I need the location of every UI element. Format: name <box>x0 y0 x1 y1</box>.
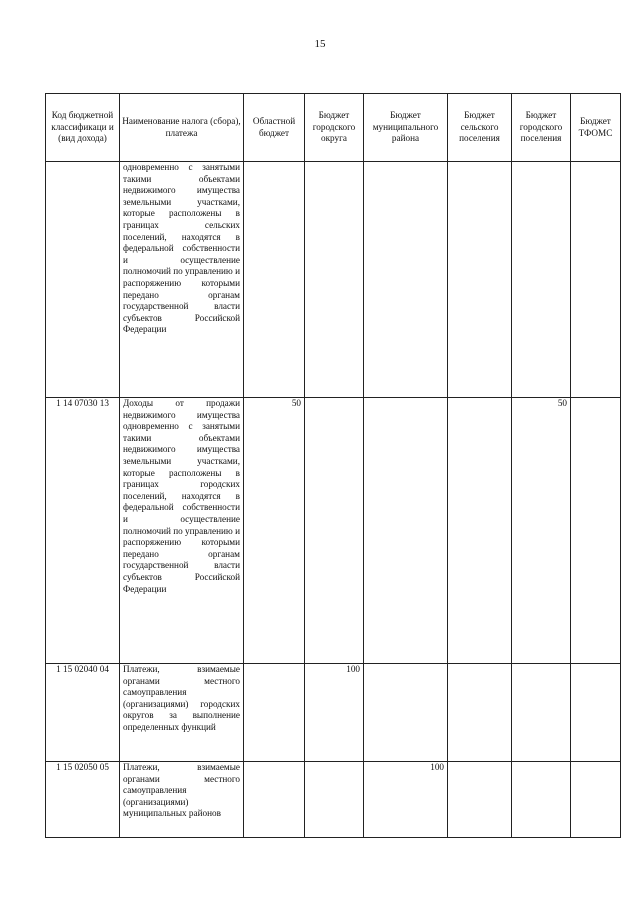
row-code <box>46 162 120 398</box>
page-number: 15 <box>314 38 326 50</box>
table-row <box>46 762 621 838</box>
row-value-urban-settlement <box>512 762 571 838</box>
row-value-municipal-district: 100 <box>364 762 448 838</box>
table-header-row <box>46 94 621 162</box>
header-regional-budget: Областной бюджет <box>244 94 305 162</box>
row-value-urban-settlement <box>512 664 571 762</box>
table-row <box>46 398 621 664</box>
header-municipal-district-budget: Бюджет муниципального района <box>364 94 448 162</box>
header-tax-name: Наименование налога (сбора), платежа <box>120 94 244 162</box>
row-value-regional <box>244 762 305 838</box>
row-value-city-district <box>305 398 364 664</box>
row-value-urban-settlement: 50 <box>512 398 571 664</box>
header-rural-settlement-budget: Бюджет сельского поселения <box>448 94 512 162</box>
row-value-city-district <box>305 162 364 398</box>
row-name: Доходы от продажи недвижимого имущества одновременно с занятыми такими объектами недвижимого имущества земельными участками, которые расположены в границах городских поселений, находятся в федеральной собственности и осуществление полномочий по управлению и распоряжению которыми передано органам государственной власти субъектов Российской Федерации <box>120 398 244 664</box>
row-value-tfoms <box>571 762 621 838</box>
header-urban-settlement-budget: Бюджет городского поселения <box>512 94 571 162</box>
row-value-regional <box>244 664 305 762</box>
row-code: 1 15 02050 05 <box>46 762 120 838</box>
row-name: одновременно с занятыми такими объектами недвижимого имущества земельными участками, которые расположены в границах сельских поселений, находятся в федеральной собственности и осуществление полномочий по управлению и распоряжению которыми передано органам государственной власти субъектов Российской Федерации <box>120 162 244 398</box>
header-tfoms-budget: Бюджет ТФОМС <box>571 94 621 162</box>
header-budget-code: Код бюджетной классификаци и (вид дохода) <box>46 94 120 162</box>
row-code: 1 14 07030 13 <box>46 398 120 664</box>
row-value-rural-settlement <box>448 762 512 838</box>
row-value-rural-settlement <box>448 162 512 398</box>
row-value-city-district: 100 <box>305 664 364 762</box>
row-name: Платежи, взимаемые органами местного самоуправления (организациями) городских округов за выполнение определенных функций <box>120 664 244 762</box>
row-code: 1 15 02040 04 <box>46 664 120 762</box>
table-row <box>46 162 621 398</box>
row-value-regional <box>244 162 305 398</box>
budget-revenue-table <box>45 93 621 838</box>
row-value-tfoms <box>571 398 621 664</box>
row-value-rural-settlement <box>448 664 512 762</box>
row-value-regional: 50 <box>244 398 305 664</box>
row-value-municipal-district <box>364 664 448 762</box>
row-value-municipal-district <box>364 162 448 398</box>
header-city-district-budget: Бюджет городского округа <box>305 94 364 162</box>
row-value-rural-settlement <box>448 398 512 664</box>
row-value-municipal-district <box>364 398 448 664</box>
table-row <box>46 664 621 762</box>
row-value-city-district <box>305 762 364 838</box>
row-value-tfoms <box>571 162 621 398</box>
row-name: Платежи, взимаемые органами местного самоуправления (организациями) муниципальных районов <box>120 762 244 838</box>
row-value-tfoms <box>571 664 621 762</box>
row-value-urban-settlement <box>512 162 571 398</box>
